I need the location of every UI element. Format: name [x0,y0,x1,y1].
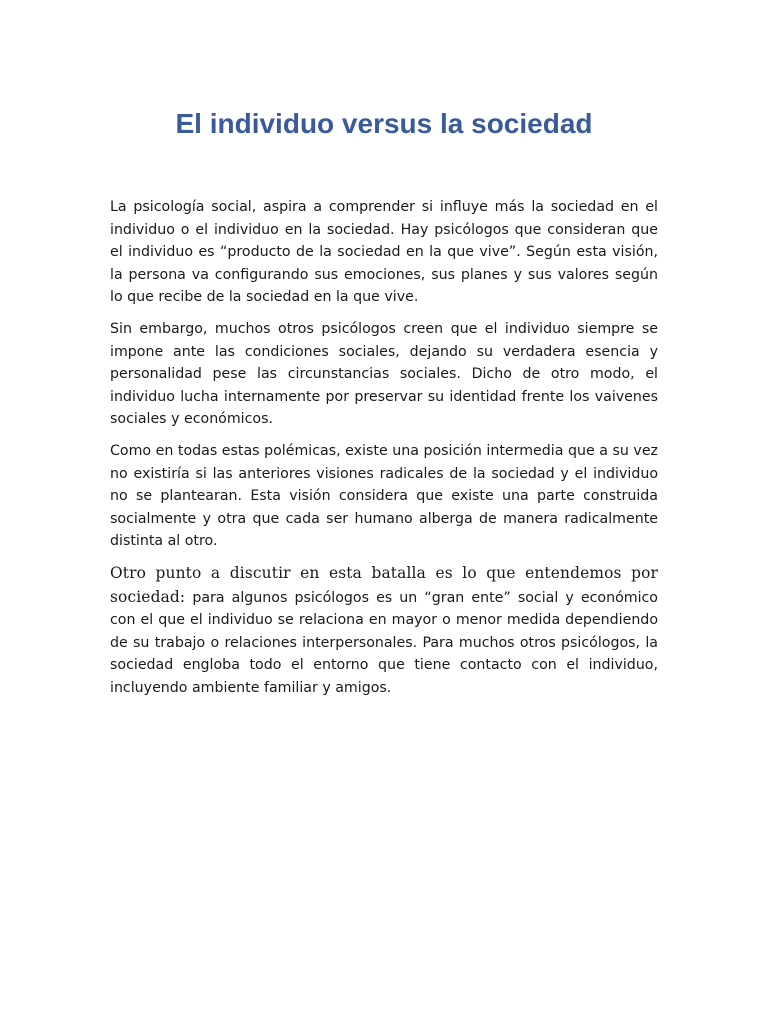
document-title: El individuo versus la sociedad [175,108,593,139]
document-body [110,196,658,708]
paragraph-2: Sin embargo, muchos otros psicólogos creen que el individuo siempre se impone ante las condiciones sociales, dejando su verdadera esencia y personalidad pese las circunstancias sociales. Dicho de otro modo, el individuo lucha internamente por preservar su identidad frente los vaivenes sociales y económicos. [110,320,658,428]
paragraph-4 [110,562,658,700]
paragraph-4-lead: Otro punto a discutir en esta batalla es lo que entendemos por sociedad: [110,563,658,606]
paragraph-1: La psicología social, aspira a comprender si influye más la sociedad en el individuo o el individuo en la sociedad. Hay psicólogos que consideran que el individuo es “producto de la sociedad en la que vive”. Según esta visión, la persona va configurando sus emociones, sus planes y sus valores según lo que recibe de la sociedad en la que vive. [110,199,658,306]
paragraph-3: Como en todas estas polémicas, existe una posición intermedia que a su vez no existiría si las anteriores visiones radicales de la sociedad y el individuo no se plantearan. Esta visión considera que existe una parte construida socialmente y otra que cada ser humano alberga de manera radicalmente distinta al otro. [110,442,658,550]
paragraph-4-rest: para algunos psicólogos es un “gran ente” social y económico con el que el individuo se relaciona en mayor o menor medida dependiendo de su trabajo o relaciones interpersonales. Para muchos otros psicólogos, la sociedad engloba todo el entorno que tiene contacto con el individuo, incluyendo ambiente familiar y amigos. [110,589,658,696]
